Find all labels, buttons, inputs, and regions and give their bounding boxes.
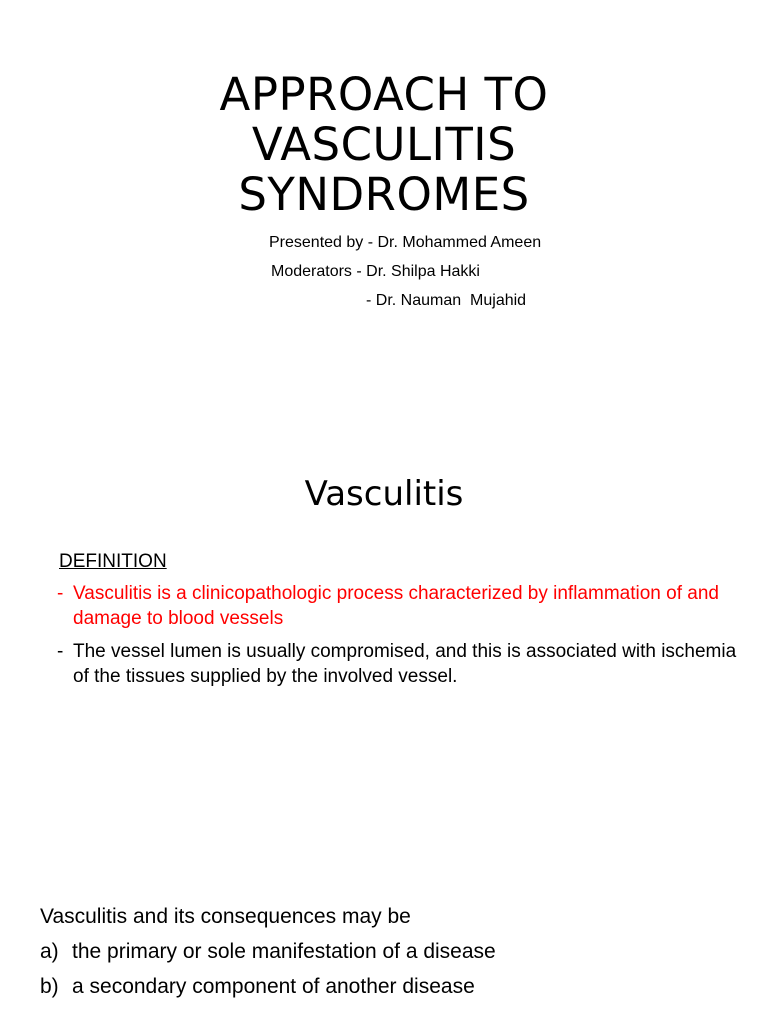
item-text: the primary or sole manifestation of a disease — [72, 940, 496, 963]
definition-list — [57, 581, 737, 697]
definition-heading: DEFINITION — [59, 551, 167, 572]
bullet-marker: - — [57, 641, 64, 662]
presenter-credits — [0, 228, 768, 315]
list-item — [57, 639, 737, 689]
list-item — [40, 934, 496, 969]
title-line: SYNDROMES — [238, 168, 530, 221]
bullet-marker: - — [57, 583, 64, 604]
item-marker: a) — [40, 940, 59, 963]
moderator-line: Moderators - Dr. Shilpa Hakki — [271, 263, 480, 280]
bullet-text: The vessel lumen is usually compromised, and this is associated with ischemia of the tissues supplied by the involved vessel. — [73, 641, 737, 687]
list-item — [57, 581, 737, 631]
bullet-text: Vasculitis is a clinicopathologic process characterized by inflammation of and damage to blood vessels — [73, 583, 719, 629]
moderator-line: - Dr. Nauman Mujahid — [366, 292, 527, 309]
list-item — [40, 969, 496, 1004]
title-line: APPROACH TO — [219, 68, 549, 121]
consequences-text — [40, 899, 496, 1004]
item-text: a secondary component of another disease — [72, 975, 475, 998]
title-line: VASCULITIS — [251, 118, 517, 171]
presentation-title — [0, 70, 768, 220]
slide-heading: Vasculitis — [304, 474, 464, 514]
item-marker: b) — [40, 975, 59, 998]
presenter-line: Presented by - Dr. Mohammed Ameen — [269, 234, 542, 251]
intro-line: Vasculitis and its consequences may be — [40, 905, 411, 928]
